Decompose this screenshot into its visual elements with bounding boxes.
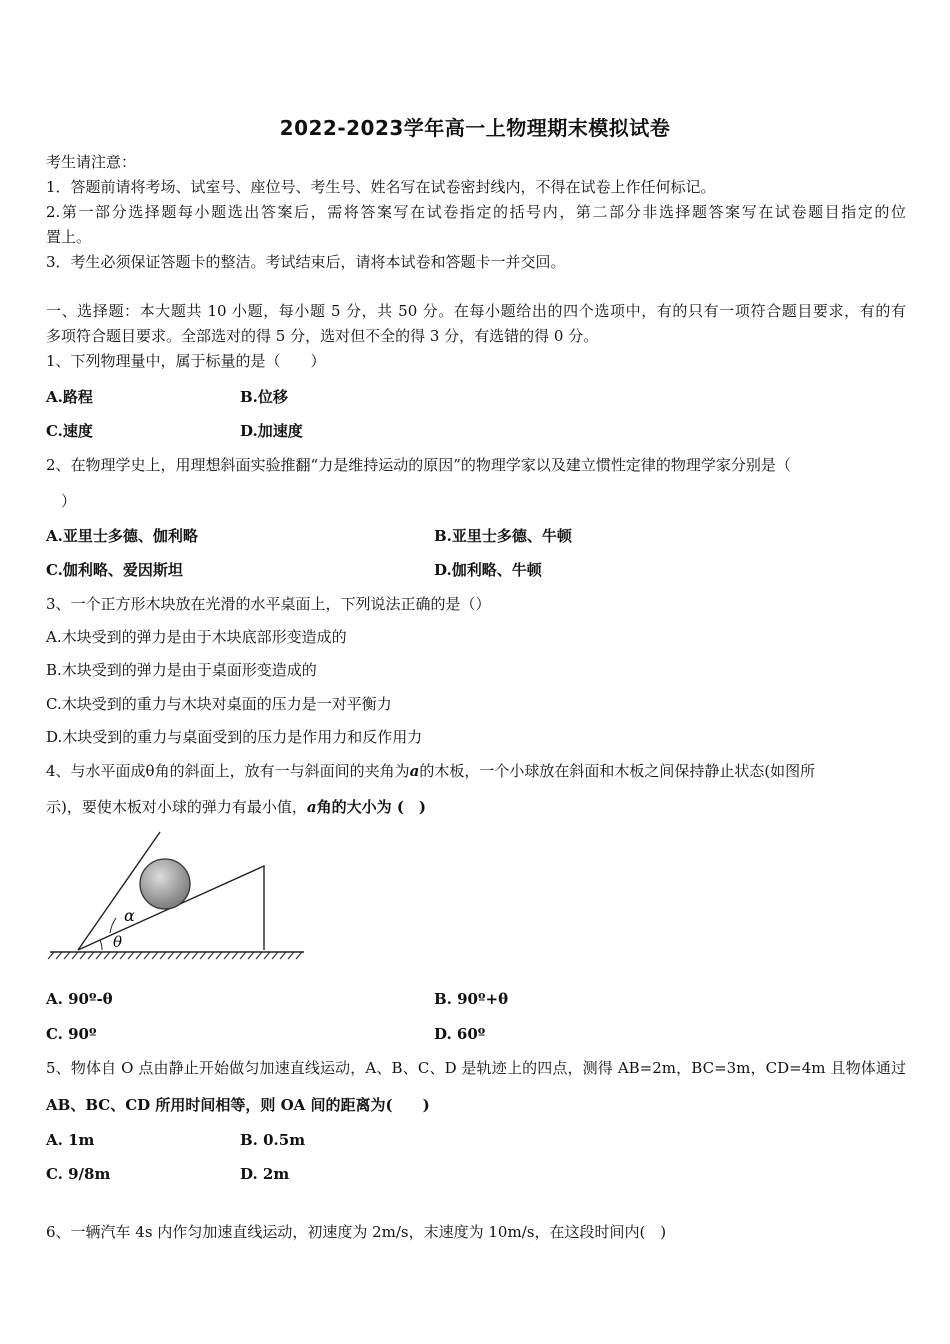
- alpha-arc: [110, 918, 116, 933]
- q3-option-d: D.木块受到的重力与桌面受到的压力是作用力和反作用力: [46, 728, 423, 746]
- q2-option-d: D.伽利略、牛顿: [434, 561, 542, 579]
- figure-alpha-label: α: [124, 906, 135, 925]
- q2-stem-line-1: 2、在物理学史上，用理想斜面实验推翻“力是维持运动的原因”的物理学家以及建立惯性定律的物理学家分别是（: [46, 456, 791, 474]
- section-heading-line-1: 一、选择题：本大题共 10 小题，每小题 5 分，共 50 分。在每小题给出的四个选项中，有的只有一项符合题目要求，有的有: [46, 302, 906, 320]
- exam-title: 2022-2023学年高一上物理期末模拟试卷: [279, 116, 671, 140]
- q5-option-c: C. 9/8m: [46, 1165, 111, 1183]
- incline-diagram: [46, 830, 308, 965]
- q3-option-b: B.木块受到的弹力是由于桌面形变造成的: [46, 661, 317, 679]
- q4-stem2-part-b: 角的大小为 ( ): [316, 798, 427, 816]
- notice-item-2-cont: 置上。: [46, 228, 92, 246]
- q4-stem-part-a: 4、与水平面成θ角的斜面上，放有一与斜面间的夹角为: [46, 762, 410, 780]
- q2-option-b: B.亚里士多德、牛顿: [434, 527, 572, 545]
- notice-item-3: 3．考生必须保证答题卡的整洁。考试结束后，请将本试卷和答题卡一并交回。: [46, 253, 566, 271]
- q1-option-d: D.加速度: [240, 422, 303, 440]
- q3-stem: 3、一个正方形木块放在光滑的水平桌面上，下列说法正确的是（）: [46, 595, 491, 613]
- q5-option-a: A. 1m: [46, 1131, 95, 1149]
- q4-stem2-part-a: 示)，要使木板对小球的弹力有最小值，: [46, 798, 307, 816]
- notice-heading: 考生请注意：: [46, 153, 137, 171]
- q5-option-d: D. 2m: [240, 1165, 290, 1183]
- theta-arc: [100, 940, 102, 950]
- q4-stem-line-2: [46, 797, 426, 817]
- q1-option-a: A.路程: [46, 388, 93, 406]
- q6-stem: 6、一辆汽车 4s 内作匀加速直线运动，初速度为 2m/s，末速度为 10m/s，在这段时间内( ): [46, 1223, 667, 1241]
- notice-item-2: 2.第一部分选择题每小题选出答案后，需将答案写在试卷指定的括号内，第二部分非选择题答案写在试卷题目指定的位: [46, 203, 906, 221]
- q5-option-b: B. 0.5m: [240, 1131, 306, 1149]
- ball: [140, 859, 190, 909]
- q1-option-c: C.速度: [46, 422, 93, 440]
- q4-option-d: D. 60º: [434, 1025, 486, 1043]
- notice-item-1: 1．答题前请将考场、试室号、座位号、考生号、姓名写在试卷密封线内，不得在试卷上作任何标记。: [46, 178, 716, 196]
- q4-stem2-alpha: a: [306, 798, 317, 816]
- q4-stem-line-1: [46, 761, 815, 781]
- q4-alpha-symbol: a: [409, 762, 420, 780]
- q4-option-a: A. 90º-θ: [46, 990, 113, 1008]
- q5-stem-line-2: AB、BC、CD 所用时间相等，则 OA 间的距离为( ): [46, 1096, 430, 1114]
- figure-theta-label: θ: [113, 933, 123, 951]
- ground-hatching: [48, 952, 302, 959]
- q2-stem-line-2: ）: [46, 492, 77, 510]
- q2-option-c: C.伽利略、爱因斯坦: [46, 561, 183, 579]
- q3-option-c: C.木块受到的重力与木块对桌面的压力是一对平衡力: [46, 695, 392, 713]
- q4-stem-part-b: 的木板，一个小球放在斜面和木板之间保持静止状态(如图所: [419, 762, 816, 780]
- q3-option-a: A.木块受到的弹力是由于木块底部形变造成的: [46, 628, 347, 646]
- q1-stem: 1、下列物理量中，属于标量的是（ ）: [46, 352, 326, 370]
- q2-option-a: A.亚里士多德、伽利略: [46, 527, 198, 545]
- q5-stem-line-1: 5、物体自 O 点由静止开始做匀加速直线运动，A、B、C、D 是轨迹上的四点，测得 AB=2m，BC=3m，CD=4m 且物体通过: [46, 1059, 906, 1077]
- q4-option-c: C. 90º: [46, 1025, 97, 1043]
- section-heading-line-2: 多项符合题目要求。全部选对的得 5 分，选对但不全的得 3 分，有选错的得 0 分。: [46, 327, 599, 345]
- q4-option-b: B. 90º+θ: [434, 990, 509, 1008]
- q1-option-b: B.位移: [240, 388, 288, 406]
